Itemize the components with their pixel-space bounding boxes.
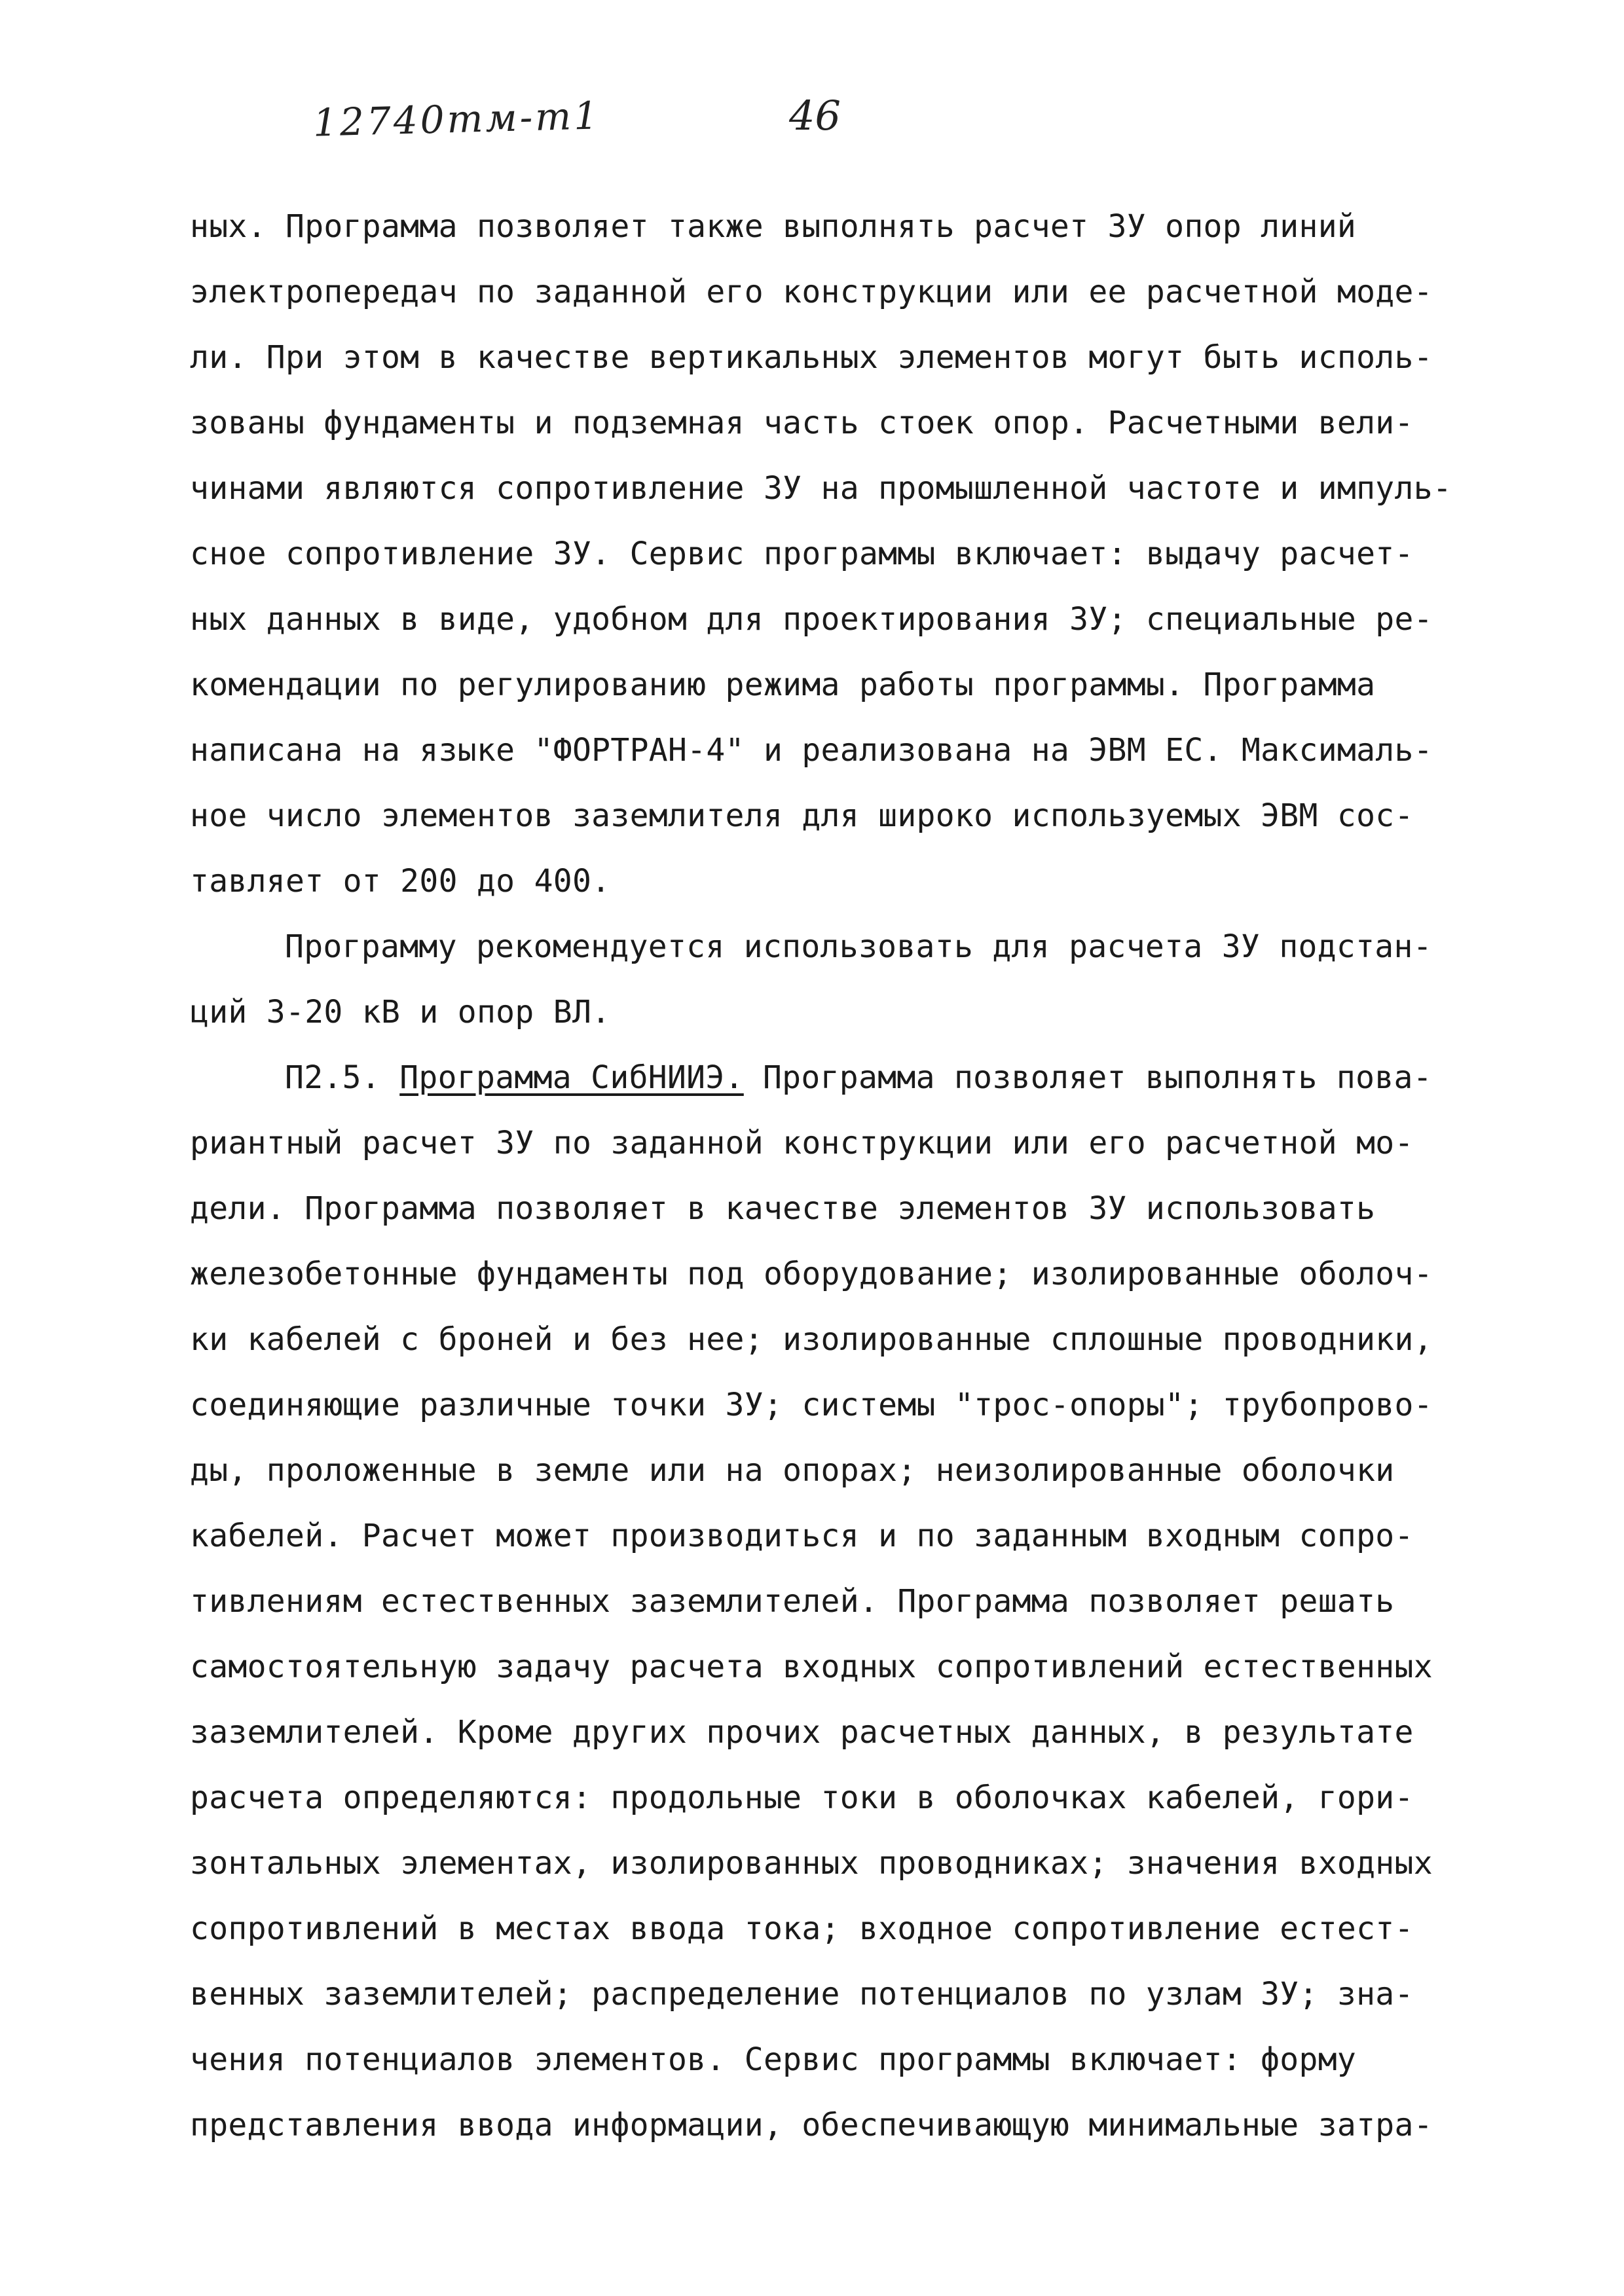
text-line: сопротивлений в местах ввода тока; входное сопротивление естест- (190, 1910, 1414, 1947)
document-code: 12740тм-т1 (312, 93, 601, 145)
text-line: сное сопротивление ЗУ. Сервис программы включает: выдачу расчет- (190, 536, 1414, 572)
text-line: ных. Программа позволяет также выполнять расчет ЗУ опор линий (190, 208, 1357, 245)
text-line: тавляет от 200 до 400. (190, 863, 611, 900)
text-line: тивлениям естественных заземлителей. Программа позволяет решать (190, 1583, 1395, 1620)
text-line: самостоятельную задачу расчета входных сопротивлений естественных (190, 1649, 1433, 1685)
text-line: риантный расчет ЗУ по заданной конструкции или его расчетной мо- (190, 1125, 1414, 1161)
section-heading-continuation: Программа позволяет выполнять пова- (762, 1059, 1432, 1096)
paragraph-first-line: Программу рекомендуется использовать для расчета ЗУ подстан- (285, 928, 1432, 965)
text-line: чинами являются сопротивление ЗУ на промышленной частоте и импуль- (190, 470, 1452, 507)
page-number: 46 (789, 92, 841, 139)
text-line: заземлителей. Кроме других прочих расчетных данных, в результате (190, 1714, 1414, 1751)
text-line: чения потенциалов элементов. Сервис программы включает: форму (190, 2041, 1357, 2078)
text-line: кабелей. Расчет может производиться и по заданным входным сопро- (190, 1518, 1414, 1554)
text-line: ций 3-20 кВ и опор ВЛ. (190, 994, 611, 1030)
text-line: ных данных в виде, удобном для проектирования ЗУ; специальные ре- (190, 601, 1433, 638)
section-title: Программа СибНИИЭ. (399, 1059, 744, 1096)
text-line: дели. Программа позволяет в качестве элементов ЗУ использовать (190, 1190, 1376, 1227)
section-number: П2.5. (285, 1059, 380, 1096)
text-line: электропередач по заданной его конструкции или ее расчетной моде- (190, 274, 1433, 310)
text-line: ды, проложенные в земле или на опорах; неизолированные оболочки (190, 1452, 1395, 1489)
text-line: железобетонные фундаменты под оборудование; изолированные оболоч- (190, 1256, 1433, 1292)
text-line: венных заземлителей; распределение потенциалов по узлам ЗУ; зна- (190, 1976, 1414, 2013)
text-line: представления ввода информации, обеспечивающую минимальные затра- (190, 2107, 1433, 2143)
text-line: расчета определяются: продольные токи в оболочках кабелей, гори- (190, 1779, 1414, 1816)
text-line: зованы фундаменты и подземная часть стоек опор. Расчетными вели- (190, 405, 1414, 441)
text-line: соединяющие различные точки ЗУ; системы "трос-опоры"; трубопрово- (190, 1387, 1433, 1423)
text-line: написана на языке "ФОРТРАН-4" и реализована на ЭВМ ЕС. Максималь- (190, 732, 1433, 769)
text-line: зонтальных элементах, изолированных проводниках; значения входных (190, 1845, 1433, 1882)
text-line: ли. При этом в качестве вертикальных элементов могут быть исполь- (190, 339, 1433, 376)
text-line: ное число элементов заземлителя для широко используемых ЭВМ сос- (190, 797, 1414, 834)
text-line: ки кабелей с броней и без нее; изолированные сплошные проводники, (190, 1321, 1433, 1358)
text-line: комендации по регулированию режима работы программы. Программа (190, 666, 1376, 703)
section-heading-line (285, 1045, 1432, 1110)
